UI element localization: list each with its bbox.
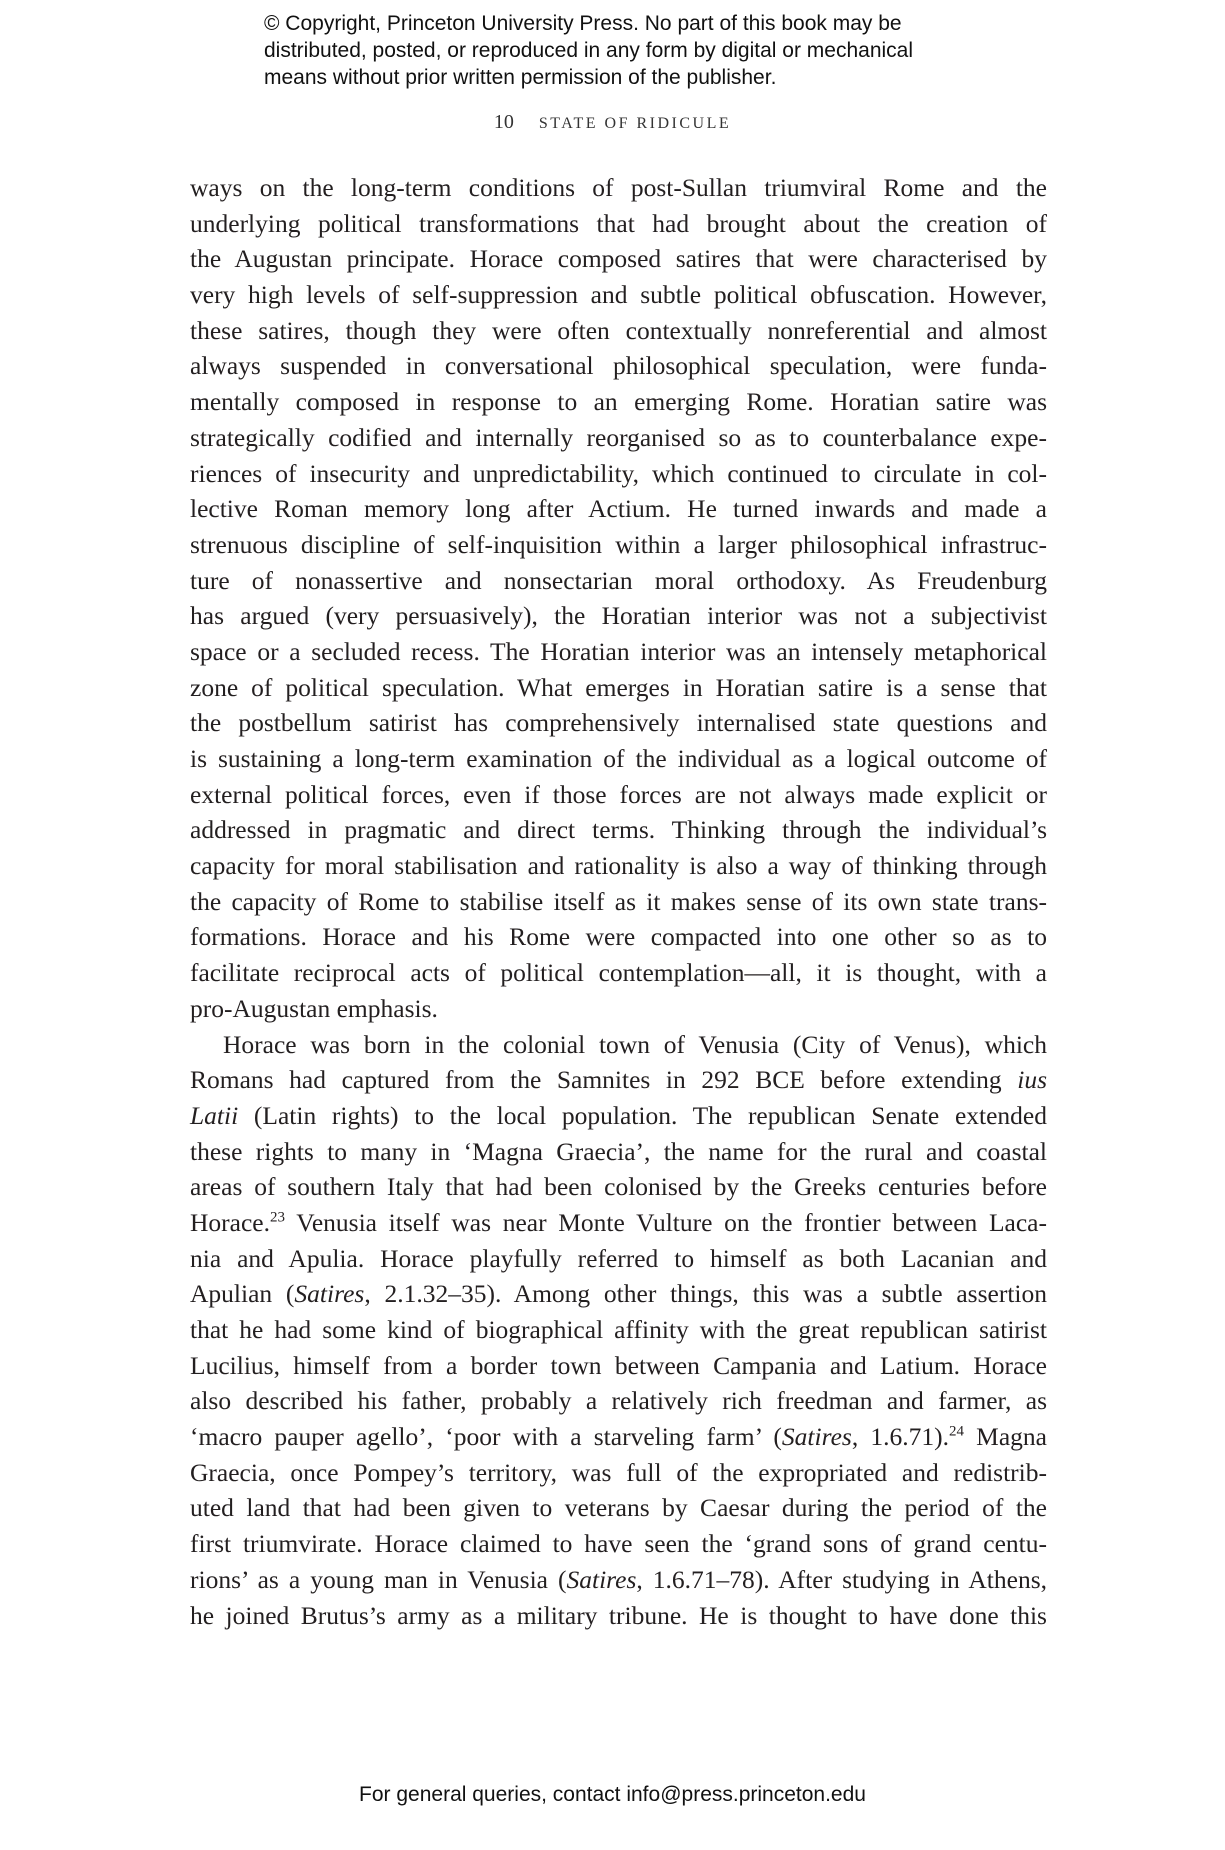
text-run: nia and Apulia. Horace playfully referred to himself as both Lacanian and [190, 1243, 1047, 1273]
text-run: first triumvirate. Horace claimed to have seen the ‘grand sons of grand centu- [190, 1529, 1047, 1559]
text-run: that he had some kind of biographical affinity with the great republican satirist [190, 1315, 1047, 1344]
text-line [190, 1562, 1047, 1598]
text-run: lective Roman memory long after Actium. He turned inwards and made a [190, 494, 1047, 524]
text-line [190, 1455, 1047, 1491]
text-run: pro-Augustan emphasis. [190, 993, 438, 1023]
text-run: Horace was born in the colonial town of Venusia (City of Venus), which [223, 1029, 1047, 1059]
text-line [190, 1241, 1047, 1277]
book-title: STATE OF RIDICULE [538, 115, 732, 132]
text-line [190, 1276, 1047, 1312]
text-run: Lucilius, himself from a border town between Campania and Latium. Horace [190, 1350, 1047, 1380]
text-run: ways on the long-term conditions of post-Sullan triumviral Rome and the [190, 173, 1047, 202]
text-run: these satires, though they were often contextually nonreferential and almost [190, 315, 1047, 345]
copyright-line: means without prior written permission of the publisher. [264, 66, 777, 89]
text-run: ‘macro pauper agello’, ‘poor with a starveling farm’ ( [190, 1422, 782, 1452]
text-run: also described his father, probably a relatively rich freedman and farmer, as [190, 1386, 1047, 1416]
text-line [190, 1169, 1047, 1205]
text-run: underlying political transformations that had brought about the creation of [190, 208, 1047, 238]
text-line [190, 1348, 1047, 1384]
text-line [190, 1205, 1047, 1241]
running-head [0, 111, 1225, 134]
text-line [190, 777, 1047, 813]
copyright-notice [264, 10, 1024, 91]
text-run: rions’ as a young man in Venusia ( [190, 1564, 567, 1594]
text-run: Apulian ( [190, 1279, 295, 1309]
text-run: Romans had captured from the Samnites in 292 BCE before extending [190, 1065, 1018, 1095]
copyright-line: © Copyright, Princeton University Press. No part of this book may be [264, 12, 902, 35]
text-run: mentally composed in response to an emerging Rome. Horatian satire was [190, 387, 1047, 417]
text-run: is sustaining a long-term examination of the individual as a logical outcome of [190, 744, 1047, 773]
text-line [190, 277, 1047, 313]
italic-text: ius [1017, 1065, 1047, 1095]
text-run: , 2.1.32–35). Among other things, this was a subtle assertion [364, 1279, 1047, 1309]
text-line [190, 1526, 1047, 1562]
text-line [190, 919, 1047, 955]
text-line [190, 634, 1047, 670]
footnote-marker: 24 [949, 1423, 964, 1440]
text-line [190, 348, 1047, 384]
text-run: has argued (very persuasively), the Horatian interior was not a subjectivist [190, 601, 1047, 631]
text-line [190, 812, 1047, 848]
text-line [190, 384, 1047, 420]
text-run: facilitate reciprocal acts of political contemplation—all, it is thought, with a [190, 958, 1047, 988]
text-line [190, 991, 1047, 1027]
footer-contact: For general queries, contact info@press.princeton.edu [359, 1783, 866, 1806]
text-run: , 1.6.71). [851, 1422, 949, 1452]
text-run: space or a secluded recess. The Horatian interior was an intensely metaphorical [190, 636, 1047, 666]
text-line [190, 206, 1047, 242]
text-line [190, 705, 1047, 741]
text-run: Graecia, once Pompey’s territory, was full of the expropriated and redistrib- [190, 1457, 1047, 1487]
text-line [190, 1312, 1047, 1348]
text-run: external political forces, even if those forces are not always made explicit or [190, 779, 1047, 809]
copyright-line: distributed, posted, or reproduced in any form by digital or mechanical [264, 39, 914, 62]
text-line [190, 670, 1047, 706]
text-run: these rights to many in ‘Magna Graecia’, the name for the rural and coastal [190, 1136, 1047, 1166]
page-number: 10 [493, 111, 514, 133]
text-run: always suspended in conversational philosophical speculation, were funda- [190, 351, 1047, 381]
text-line [190, 1490, 1047, 1526]
text-line [190, 170, 1047, 206]
text-line [190, 420, 1047, 456]
text-run: Venusia itself was near Monte Vulture on the frontier between Laca- [285, 1207, 1047, 1237]
italic-text: Satires [781, 1422, 852, 1452]
text-run: areas of southern Italy that had been colonised by the Greeks centuries before [190, 1172, 1047, 1202]
text-run: , 1.6.71–78). After studying in Athens, [636, 1564, 1047, 1594]
text-line [190, 1098, 1047, 1134]
text-line [190, 598, 1047, 634]
text-line [190, 1027, 1047, 1063]
text-line [190, 527, 1047, 563]
italic-text: Satires [294, 1279, 365, 1309]
text-line [190, 241, 1047, 277]
text-run: strategically codified and internally reorganised so as to counterbalance expe- [190, 422, 1047, 452]
text-line [190, 1598, 1047, 1634]
italic-text: Satires [566, 1564, 637, 1594]
text-line [190, 848, 1047, 884]
text-run: strenuous discipline of self-inquisition within a larger philosophical infrastruc- [190, 529, 1047, 559]
text-run: formations. Horace and his Rome were compacted into one other so as to [190, 922, 1047, 952]
text-run: the Augustan principate. Horace composed satires that were characterised by [190, 244, 1047, 274]
text-line [190, 1134, 1047, 1170]
text-run: the capacity of Rome to stabilise itself as it makes sense of its own state trans- [190, 886, 1047, 916]
body-text [190, 170, 1047, 1633]
text-line [190, 741, 1047, 777]
text-run: addressed in pragmatic and direct terms. Thinking through the individual’s [190, 815, 1047, 845]
text-line [190, 563, 1047, 599]
text-line [190, 313, 1047, 349]
text-run: Magna [964, 1422, 1047, 1452]
text-line [190, 1383, 1047, 1419]
text-run: he joined Brutus’s army as a military tribune. He is thought to have done this [190, 1600, 1047, 1630]
text-run: Horace. [190, 1207, 270, 1237]
italic-text: Latii [190, 1100, 239, 1130]
text-line [190, 491, 1047, 527]
text-line [190, 955, 1047, 991]
text-run: capacity for moral stabilisation and rationality is also a way of thinking through [190, 851, 1047, 881]
text-line [190, 884, 1047, 920]
footnote-marker: 23 [270, 1209, 285, 1226]
text-run: ture of nonassertive and nonsectarian moral orthodoxy. As Freudenburg [190, 565, 1047, 595]
text-run: riences of insecurity and unpredictability, which continued to circulate in col- [190, 458, 1047, 488]
text-run: (Latin rights) to the local population. The republican Senate extended [238, 1100, 1047, 1130]
text-line [190, 456, 1047, 492]
text-run: the postbellum satirist has comprehensively internalised state questions and [190, 708, 1047, 738]
text-line [190, 1419, 1047, 1455]
text-run: zone of political speculation. What emerges in Horatian satire is a sense that [190, 672, 1047, 702]
text-run: uted land that had been given to veterans by Caesar during the period of the [190, 1493, 1047, 1523]
text-line [190, 1062, 1047, 1098]
text-run: very high levels of self-suppression and subtle political obfuscation. However, [190, 280, 1047, 310]
